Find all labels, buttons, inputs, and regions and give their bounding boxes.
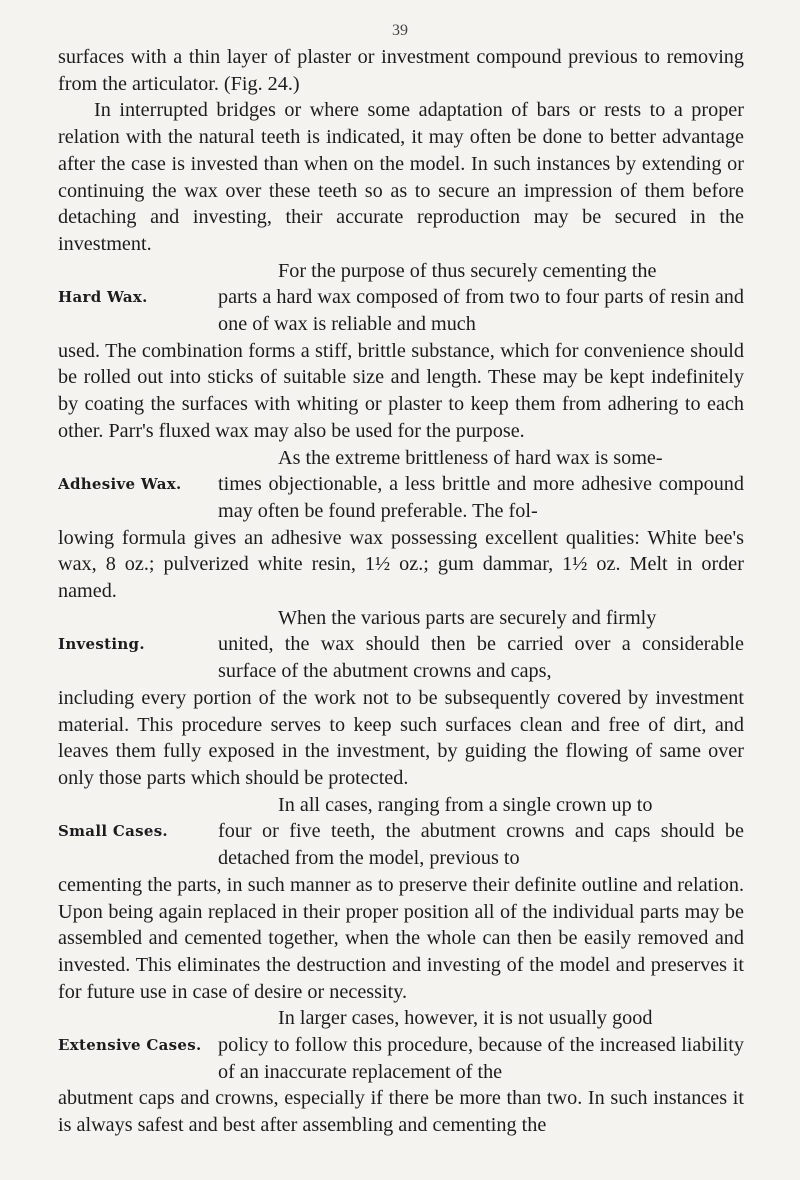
side-heading: Hard Wax. xyxy=(58,288,148,307)
section-text: cementing the parts, in such manner as to preserve their definite outline and relation. Upon being again replaced in their proper position all of the individual parts may be assembled and cemented together, when the whole can then be easily removed and invested. This eliminates the destruction and investing of the model and preserves it for future use in case of desire or necessity. xyxy=(58,873,744,1003)
section-first-line: For the purpose of thus securely cementing the xyxy=(278,259,657,282)
section-investing xyxy=(58,605,744,792)
side-heading: Extensive Cases. xyxy=(58,1036,202,1055)
side-heading: Investing. xyxy=(58,635,145,654)
section-side-text: policy to follow this procedure, because of the increased liability of an inaccurate replacement of the xyxy=(218,1034,744,1083)
section-first-line: When the various parts are securely and firmly xyxy=(278,606,657,629)
section-first-line: In larger cases, however, it is not usually good xyxy=(278,1007,653,1030)
section-text: lowing formula gives an adhesive wax possessing excellent qualities: White bee's wax, 8 oz.; pulverized white resin, 1½ oz.; gum dammar, 1½ oz. Melt in order named. xyxy=(58,526,744,603)
section-hard-wax xyxy=(58,258,744,445)
paragraph: surfaces with a thin layer of plaster or investment compound previous to removing from the articulator. (Fig. 24.) xyxy=(58,46,744,95)
section-text: used. The combination forms a stiff, brittle substance, which for convenience should be rolled out into sticks of suitable size and length. These may be kept indefinitely by coating the surfaces with whiting or plaster to keep them from adhering to each other. Parr's fluxed wax may also be used for the purpose. xyxy=(58,339,744,442)
page-number: 39 xyxy=(392,22,408,39)
side-heading: Small Cases. xyxy=(58,822,168,841)
section-side-text: united, the wax should then be carried over a considerable surface of the abutment crowns and caps, xyxy=(218,633,744,683)
paragraph: In interrupted bridges or where some adaptation of bars or rests to a proper relation with the natural teeth is indicated, it may often be done to better advantage after the case is invested than when on the model. In such instances by extending or continuing the wax over these teeth so as to secure an impression of them before detaching and investing, their accurate reproduction may be secured in the investment. xyxy=(58,99,744,255)
section-extensive-cases xyxy=(58,1005,744,1139)
section-side-text: parts a hard wax composed of from two to four parts of resin and one of wax is reliable and much xyxy=(218,286,744,336)
section-small-cases xyxy=(58,792,744,1006)
section-text: including every portion of the work not to be subsequently covered by investment material. This procedure serves to keep such surfaces clean and free of dirt, and leaves them fully exposed in the investment, by guiding the flowing of same over only those parts which should be protected. xyxy=(58,686,744,789)
page-body xyxy=(58,44,744,1139)
section-text: abutment caps and crowns, especially if there be more than two. In such instances it is always safest and best after assembling and cementing the xyxy=(58,1087,744,1137)
section-first-line: As the extreme brittleness of hard wax is some- xyxy=(278,446,663,469)
section-adhesive-wax xyxy=(58,445,744,605)
section-side-text: four or five teeth, the abutment crowns and caps should be detached from the model, previous to xyxy=(218,820,744,870)
side-heading: Adhesive Wax. xyxy=(58,475,182,494)
section-first-line: In all cases, ranging from a single crown up to xyxy=(278,793,653,816)
section-side-text: times objectionable, a less brittle and more adhesive compound may often be found preferable. The fol- xyxy=(218,473,744,522)
